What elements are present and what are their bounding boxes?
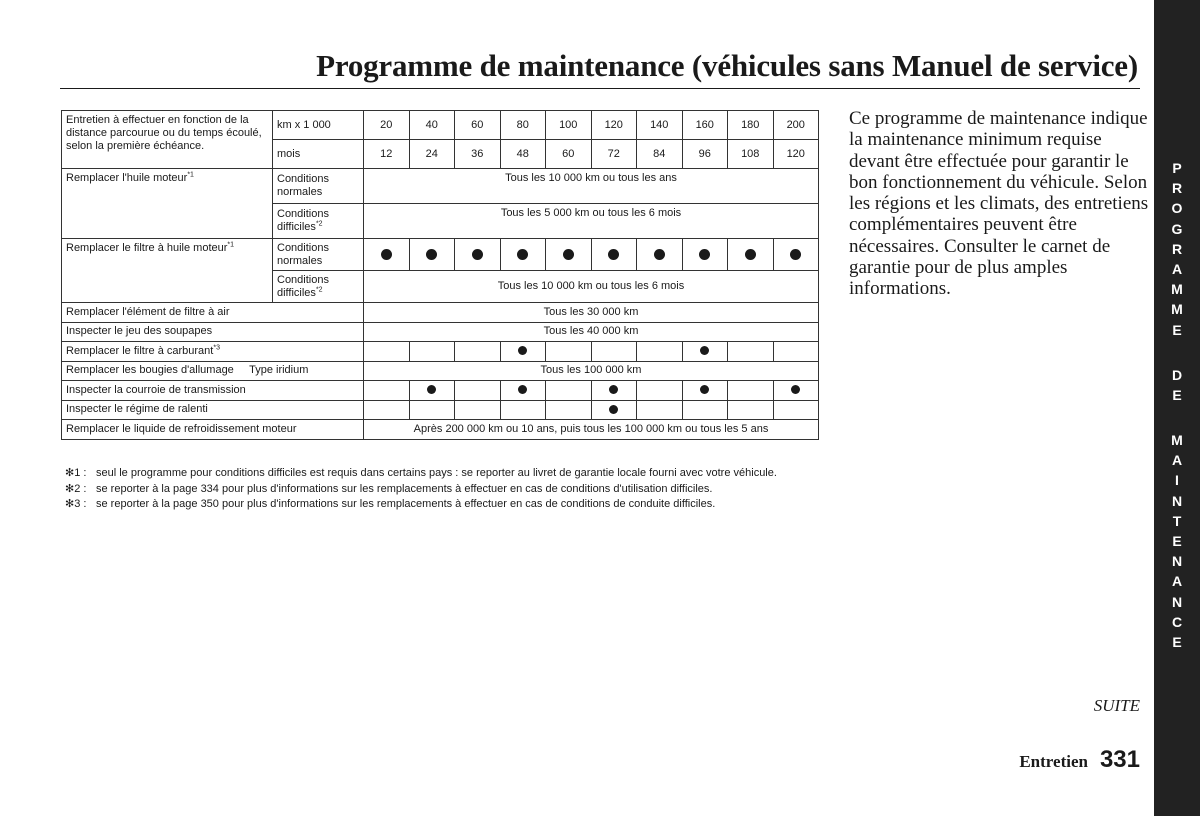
mois-cell: 60: [546, 140, 592, 169]
air-filter-interval: Tous les 30 000 km: [364, 303, 819, 323]
scheduled-dot-icon: [381, 249, 392, 260]
scheduled-dot-icon: [608, 249, 619, 260]
footnote-text: se reporter à la page 350 pour plus d'informations sur les remplacements à effectuer en cas de conditions de conduite difficiles.: [96, 498, 716, 510]
footnote: [65, 497, 825, 513]
scheduled-dot-icon: [609, 405, 618, 414]
table-row: [62, 169, 819, 204]
mois-cell: 24: [409, 140, 455, 169]
footnote-key: ✻2 :: [65, 482, 87, 495]
tab-letter: I: [1175, 472, 1179, 489]
footnotes: [65, 466, 825, 513]
km-unit: km x 1 000: [273, 111, 364, 140]
interval-cell: [409, 239, 455, 271]
interval-cell: [364, 239, 410, 271]
footnote: [65, 482, 825, 498]
valves-label: Inspecter le jeu des soupapes: [62, 322, 364, 342]
coolant-label: Remplacer le liquide de refroidissement moteur: [62, 420, 364, 440]
tab-letter: P: [1172, 160, 1182, 176]
oil-label: Remplacer l'huile moteur$^{*1}$: [62, 169, 273, 239]
interval-cell: [773, 381, 819, 401]
page-number: 331: [1099, 746, 1140, 773]
scheduled-dot-icon: [426, 249, 437, 260]
scheduled-dot-icon: [518, 346, 527, 355]
tab-letter: M: [1171, 281, 1183, 298]
spark-plugs-type: Type iridium: [249, 364, 309, 377]
table-row: [62, 381, 819, 401]
km-cell: 120: [591, 111, 637, 140]
km-cell: 200: [773, 111, 819, 140]
mois-unit: mois: [273, 140, 364, 169]
interval-cell: [637, 342, 683, 362]
oil-normal-interval: Tous les 10 000 km ou tous les ans: [364, 169, 819, 204]
km-cell: 40: [409, 111, 455, 140]
condition-difficult: Conditions difficiles$^{*2}$: [273, 271, 364, 303]
interval-cell: [409, 342, 455, 362]
section-tab-label: [1154, 158, 1200, 652]
tab-letter: R: [1171, 180, 1183, 197]
mois-cell: 72: [591, 140, 637, 169]
header-label: Entretien à effectuer en fonction de la distance parcourue ou du temps écoulé, selon la première échéance.: [62, 111, 273, 169]
interval-cell: [409, 400, 455, 420]
scheduled-dot-icon: [700, 346, 709, 355]
interval-cell: [728, 400, 774, 420]
table-row: [62, 239, 819, 271]
tab-letter: M: [1171, 301, 1183, 318]
km-cell: 140: [637, 111, 683, 140]
scheduled-dot-icon: [609, 385, 618, 394]
mois-cell: 36: [455, 140, 501, 169]
table-row: [62, 420, 819, 440]
tab-letter: A: [1171, 260, 1183, 277]
tab-letter: E: [1172, 633, 1182, 650]
interval-cell: [364, 342, 410, 362]
table-row: [62, 303, 819, 323]
oil-difficult-interval: Tous les 5 000 km ou tous les 6 mois: [364, 204, 819, 239]
km-cell: 180: [728, 111, 774, 140]
km-cell: 20: [364, 111, 410, 140]
footnote-key: ✻3 :: [65, 498, 87, 510]
valves-interval: Tous les 40 000 km: [364, 322, 819, 342]
mois-cell: 96: [682, 140, 728, 169]
km-cell: 60: [455, 111, 501, 140]
spark-plugs-label: Remplacer les bougies d'allumage Type iridium: [62, 361, 364, 381]
interval-cell: [364, 381, 410, 401]
scheduled-dot-icon: [654, 249, 665, 260]
scheduled-dot-icon: [699, 249, 710, 260]
scheduled-dot-icon: [791, 385, 800, 394]
intro-paragraph: Ce programme de maintenance indique la maintenance minimum requise devant être effectuée pour garantir le bon fonctionnement du véhicule. Selon les régions et les climats, des entretiens complémentaires peuvent être nécessaires. Consulter le carnet de garantie pour de plus amples informations.: [849, 108, 1149, 300]
tab-letter: A: [1171, 452, 1183, 469]
scheduled-dot-icon: [427, 385, 436, 394]
belt-label: Inspecter la courroie de transmission: [62, 381, 364, 401]
interval-cell: [728, 381, 774, 401]
interval-cell: [546, 400, 592, 420]
tab-letter: A: [1171, 573, 1183, 590]
interval-cell: [409, 381, 455, 401]
tab-letter: N: [1171, 553, 1183, 570]
scheduled-dot-icon: [790, 249, 801, 260]
tab-letter: D: [1171, 366, 1183, 383]
page-footer: [1019, 746, 1140, 774]
oil-filter-label: Remplacer le filtre à huile moteur$^{*1}$: [62, 239, 273, 303]
interval-cell: [682, 342, 728, 362]
air-filter-label: Remplacer l'élément de filtre à air: [62, 303, 364, 323]
tab-letter: R: [1171, 240, 1183, 257]
interval-cell: [455, 239, 501, 271]
interval-cell: [455, 342, 501, 362]
condition-normal: Conditions normales: [273, 239, 364, 271]
spark-plugs-interval: Tous les 100 000 km: [364, 361, 819, 381]
interval-cell: [500, 400, 546, 420]
tab-letter: C: [1171, 613, 1183, 630]
interval-cell: [728, 239, 774, 271]
tab-letter: E: [1172, 386, 1182, 403]
maintenance-table: [61, 110, 819, 440]
table-row: [62, 111, 819, 140]
km-cell: 80: [500, 111, 546, 140]
interval-cell: [546, 342, 592, 362]
continued-label: SUITE: [1093, 696, 1140, 715]
idle-label: Inspecter le régime de ralenti: [62, 400, 364, 420]
tab-letter: N: [1171, 593, 1183, 610]
interval-cell: [500, 381, 546, 401]
footnote-key: ✻1 :: [65, 467, 87, 479]
table-row: [62, 361, 819, 381]
interval-cell: [682, 239, 728, 271]
tab-letter: O: [1171, 200, 1183, 217]
scheduled-dot-icon: [517, 249, 528, 260]
tab-letter: M: [1171, 432, 1183, 449]
interval-cell: [591, 381, 637, 401]
scheduled-dot-icon: [563, 249, 574, 260]
interval-cell: [682, 381, 728, 401]
interval-cell: [637, 381, 683, 401]
tab-letter: E: [1172, 533, 1182, 549]
footnote-text: seul le programme pour conditions difficiles est requis dans certains pays : se reporter au livret de garantie locale fourni avec votre véhicule.: [96, 467, 777, 479]
page-title: Programme de maintenance (véhicules sans Manuel de service): [316, 48, 1138, 83]
mois-cell: 120: [773, 140, 819, 169]
coolant-interval: Après 200 000 km ou 10 ans, puis tous les 100 000 km ou tous les 5 ans: [364, 420, 819, 440]
km-cell: 100: [546, 111, 592, 140]
scheduled-dot-icon: [745, 249, 756, 260]
mois-cell: 12: [364, 140, 410, 169]
interval-cell: [637, 400, 683, 420]
tab-letter: E: [1172, 321, 1182, 338]
condition-difficult: Conditions difficiles$^{*2}$: [273, 204, 364, 239]
scheduled-dot-icon: [472, 249, 483, 260]
mois-cell: 48: [500, 140, 546, 169]
section-name: Entretien: [1019, 752, 1088, 771]
oil-filter-difficult-interval: Tous les 10 000 km ou tous les 6 mois: [364, 271, 819, 303]
scheduled-dot-icon: [518, 385, 527, 394]
mois-cell: 84: [637, 140, 683, 169]
interval-cell: [455, 381, 501, 401]
scheduled-dot-icon: [700, 385, 709, 394]
interval-cell: [773, 400, 819, 420]
footnote-text: se reporter à la page 334 pour plus d'informations sur les remplacements à effectuer en cas de conditions d'utilisation difficiles.: [96, 482, 713, 495]
interval-cell: [728, 342, 774, 362]
section-tab: [1154, 0, 1200, 816]
interval-cell: [591, 239, 637, 271]
interval-cell: [682, 400, 728, 420]
interval-cell: [546, 239, 592, 271]
interval-cell: [591, 342, 637, 362]
fuel-filter-label: Remplacer le filtre à carburant$^{*3}$: [62, 342, 364, 362]
tab-letter: T: [1172, 512, 1182, 529]
title-rule: [60, 88, 1140, 89]
interval-cell: [773, 342, 819, 362]
interval-cell: [773, 239, 819, 271]
interval-cell: [455, 400, 501, 420]
table-row: [62, 322, 819, 342]
interval-cell: [500, 342, 546, 362]
tab-letter: G: [1171, 220, 1183, 237]
table-row: [62, 342, 819, 362]
interval-cell: [546, 381, 592, 401]
table-row: [62, 400, 819, 420]
tab-letter: N: [1171, 492, 1183, 509]
interval-cell: [591, 400, 637, 420]
interval-cell: [500, 239, 546, 271]
footnote: [65, 466, 825, 482]
interval-cell: [637, 239, 683, 271]
interval-cell: [364, 400, 410, 420]
mois-cell: 108: [728, 140, 774, 169]
condition-normal: Conditions normales: [273, 169, 364, 204]
km-cell: 160: [682, 111, 728, 140]
